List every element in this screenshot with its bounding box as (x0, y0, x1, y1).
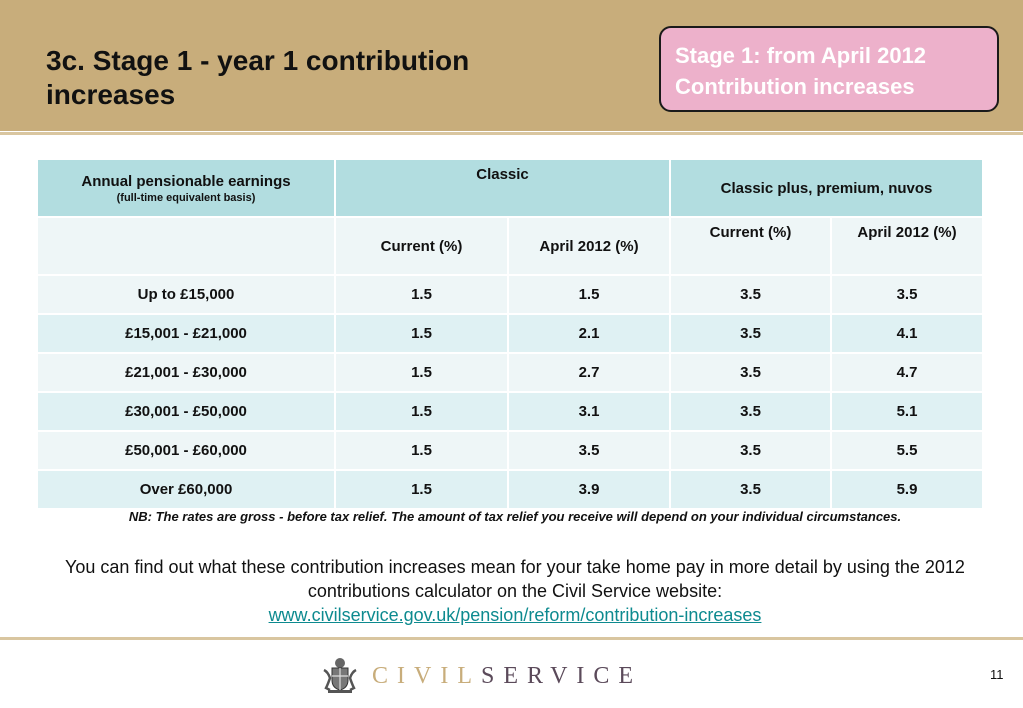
classic-current-rate: 1.5 (335, 470, 508, 509)
civil-service-logo (372, 662, 642, 690)
classic-april-rate: 1.5 (508, 275, 670, 314)
royal-coat-of-arms-icon (320, 656, 360, 694)
earnings-header: Annual pensionable earnings (81, 172, 291, 190)
plus-april-rate: 5.9 (831, 470, 983, 509)
classic-current-rate: 1.5 (335, 431, 508, 470)
classic-april-rate: 2.1 (508, 314, 670, 353)
plus-april-rate: 5.5 (831, 431, 983, 470)
earnings-band: £21,001 - £30,000 (37, 353, 335, 392)
plus-current-rate: 3.5 (670, 470, 831, 509)
contribution-rates-table (36, 158, 984, 510)
classic-april-rate: 3.5 (508, 431, 670, 470)
table-header-row (37, 159, 983, 217)
plus-current-rate: 3.5 (670, 275, 831, 314)
empty-subheader-cell (37, 217, 335, 275)
callout-line-2: Contribution increases (675, 74, 915, 99)
plus-current-rate: 3.5 (670, 314, 831, 353)
earnings-band: £50,001 - £60,000 (37, 431, 335, 470)
calculator-info (40, 555, 990, 627)
plus-april-rate: 4.7 (831, 353, 983, 392)
footer-divider (0, 637, 1023, 640)
brand-civil: CIVIL (372, 663, 481, 689)
plus-april-rate: 3.5 (831, 275, 983, 314)
earnings-band: Over £60,000 (37, 470, 335, 509)
header-divider (0, 132, 1023, 135)
plus-current-rate: 3.5 (670, 353, 831, 392)
classic-plus-group-header: Classic plus, premium, nuvos (670, 159, 983, 217)
tax-relief-note: NB: The rates are gross - before tax relief. The amount of tax relief you receive will depend on your individual circumstances. (128, 509, 902, 524)
classic-current-rate: 1.5 (335, 275, 508, 314)
classic-april-rate: 2.7 (508, 353, 670, 392)
plus-current-rate: 3.5 (670, 392, 831, 431)
plus-april-header: April 2012 (%) (831, 217, 983, 275)
classic-current-header: Current (%) (335, 217, 508, 275)
table-row (37, 353, 983, 392)
page-number: 11 (990, 667, 1004, 682)
classic-group-header: Classic (335, 159, 670, 217)
classic-current-rate: 1.5 (335, 314, 508, 353)
table-row (37, 392, 983, 431)
brand-service: SERVICE (480, 663, 643, 689)
plus-april-rate: 4.1 (831, 314, 983, 353)
plus-april-rate: 5.1 (831, 392, 983, 431)
earnings-band: £30,001 - £50,000 (37, 392, 335, 431)
slide-title: 3c. Stage 1 - year 1 contribution increases (46, 45, 470, 110)
stage-callout-box (659, 26, 999, 112)
table-subheader-row (37, 217, 983, 275)
classic-april-rate: 3.9 (508, 470, 670, 509)
earnings-header-cell (37, 159, 335, 217)
plus-current-header: Current (%) (670, 217, 831, 275)
table-row (37, 431, 983, 470)
callout-line-1: Stage 1: from April 2012 (675, 43, 927, 68)
table-row (37, 275, 983, 314)
table-row (37, 470, 983, 509)
classic-april-header: April 2012 (%) (508, 217, 670, 275)
calculator-info-text: You can find out what these contribution increases mean for your take home pay in more detail by using the 2012 contributions calculator on the Civil Service website: (65, 557, 965, 601)
earnings-band: £15,001 - £21,000 (37, 314, 335, 353)
plus-current-rate: 3.5 (670, 431, 831, 470)
classic-current-rate: 1.5 (335, 392, 508, 431)
earnings-subheader: (full-time equivalent basis) (116, 191, 256, 204)
earnings-band: Up to £15,000 (37, 275, 335, 314)
classic-april-rate: 3.1 (508, 392, 670, 431)
contribution-increases-link[interactable]: www.civilservice.gov.uk/pension/reform/contribution-increases (268, 605, 762, 625)
table-row (37, 314, 983, 353)
classic-current-rate: 1.5 (335, 353, 508, 392)
